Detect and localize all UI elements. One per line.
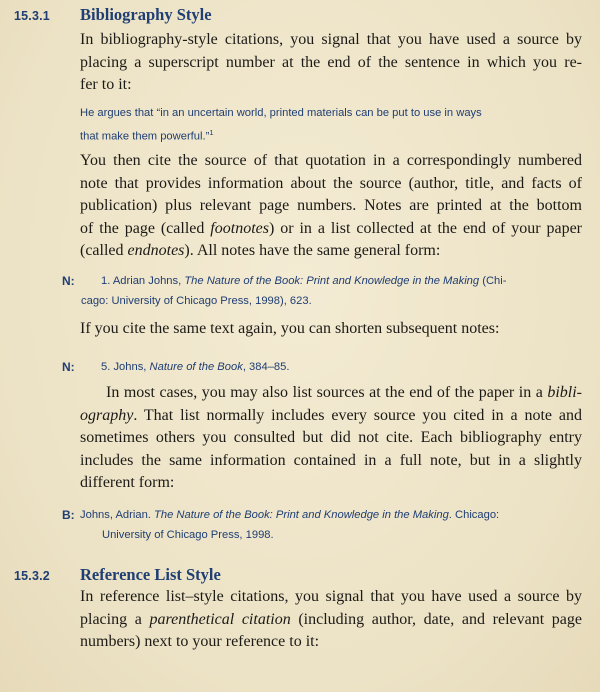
footnote-superscript: 1 — [209, 128, 214, 137]
paragraph-line: In bibliography-style citations, you signal that you have used a source by — [80, 31, 582, 48]
paragraph-line: numbers) next to your reference to it: — [80, 633, 320, 650]
bib-entry-example — [80, 505, 499, 545]
paragraph-line: placing a parenthetical citation (including author, date, and relevant page — [80, 610, 582, 628]
paragraph-line: fer to it: — [80, 76, 132, 93]
paragraph-line: placing a superscript number at the end of the sentence in which you re- — [80, 53, 582, 71]
example-line: 1. Adrian Johns, The Nature of the Book: Print and Knowledge in the Making (Chi- — [101, 275, 507, 287]
bib-tag: B: — [62, 508, 75, 522]
paragraph-line: sometimes others you consulted but did not cite. Each bibliography entry — [80, 429, 582, 446]
section-title: Reference List Style — [80, 565, 221, 584]
note-tag: N: — [62, 360, 75, 374]
paragraph-line: In reference list–style citations, you signal that you have used a source by — [80, 588, 582, 605]
paragraph-line: (called endnotes). All notes have the same general form: — [80, 242, 441, 259]
example-line: He argues that “in an uncertain world, printed materials can be put to use in ways — [80, 107, 482, 119]
paragraph-line: different form: — [80, 474, 175, 491]
paragraph-line: You then cite the source of that quotation in a correspondingly numbered — [80, 152, 582, 169]
intro-paragraph — [80, 29, 582, 97]
reference-list-paragraph — [80, 586, 582, 654]
example-quote — [80, 103, 482, 147]
notes-paragraph — [80, 150, 582, 263]
section-number: 15.3.2 — [14, 569, 50, 583]
paragraph-line: includes the same information contained in a full note, but in a slightly — [80, 451, 582, 469]
example-line: that make them powerful.”$^1$ — [80, 128, 214, 143]
term-endnotes: endnotes — [127, 242, 185, 259]
paragraph-line: publication) plus relevant page numbers. Notes are printed at the bottom — [80, 197, 582, 214]
paragraph-line: In most cases, you may also list sources at the end of the paper in a bibli- — [106, 384, 582, 401]
bibliography-paragraph — [80, 382, 582, 495]
example-line: University of Chicago Press, 1998. — [102, 529, 274, 541]
section-title: Bibliography Style — [80, 5, 212, 24]
example-line: Johns, Adrian. The Nature of the Book: Print and Knowledge in the Making. Chicago: — [80, 509, 500, 521]
term-footnotes: footnotes — [210, 219, 269, 237]
paragraph-line: ography. That list normally includes every source you cited in a note and — [80, 406, 582, 424]
example-line: cago: University of Chicago Press, 1998), 623. — [81, 295, 312, 307]
note-tag: N: — [62, 274, 75, 288]
paragraph-line: If you cite the same text again, you can shorten subsequent notes: — [80, 320, 500, 337]
note-short-example — [101, 357, 289, 377]
section-number: 15.3.1 — [14, 9, 50, 23]
note-full-example — [81, 271, 507, 311]
example-line: 5. Johns, Nature of the Book, 384–85. — [101, 361, 290, 373]
paragraph-line: note that provides information about the source (author, title, and facts of — [80, 174, 582, 192]
shorten-paragraph — [80, 318, 582, 341]
paragraph-line: of the page (called footnotes) or in a list collected at the end of your paper — [80, 219, 582, 237]
